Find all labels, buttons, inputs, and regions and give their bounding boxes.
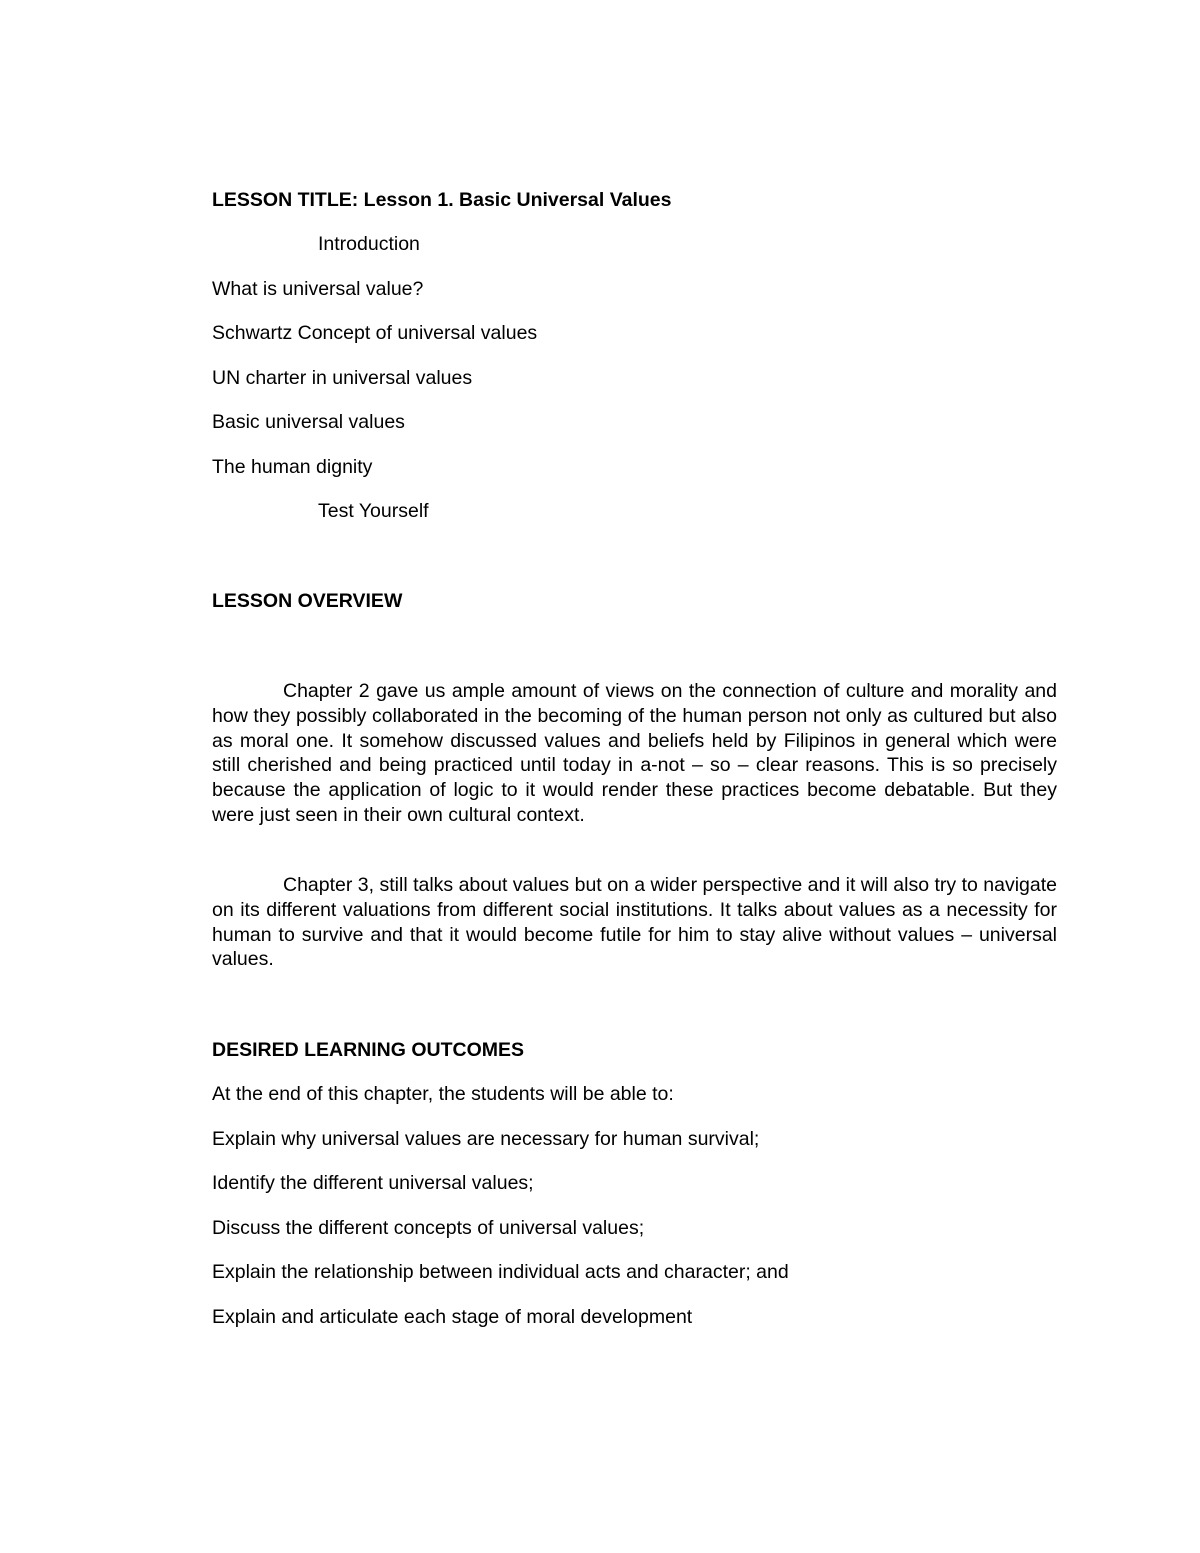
lesson-title-label: LESSON TITLE: <box>212 189 364 211</box>
outcome-item: Explain the relationship between individual acts and character; and <box>212 1261 789 1283</box>
outcome-item: Identify the different universal values; <box>212 1172 534 1194</box>
outcomes-intro: At the end of this chapter, the students will be able to: <box>212 1083 674 1105</box>
lesson-overview-heading: LESSON OVERVIEW <box>212 590 403 612</box>
toc-item: Schwartz Concept of universal values <box>212 322 538 344</box>
lesson-title-value: Lesson 1. Basic Universal Values <box>363 189 672 211</box>
toc-item: The human dignity <box>212 456 373 478</box>
overview-paragraph: Chapter 3, still talks about values but on a wider perspective and it will also try to navigate on its different valuations from different social institutions. It talks about values as a necessity for human to survive and that it would become futile for him to stay alive without values – universal values. <box>212 874 1057 971</box>
learning-outcomes-heading: DESIRED LEARNING OUTCOMES <box>212 1039 525 1061</box>
toc-item: UN charter in universal values <box>212 367 473 389</box>
outcome-item: Explain and articulate each stage of moral development <box>212 1306 693 1328</box>
outcome-item: Discuss the different concepts of universal values; <box>212 1217 645 1239</box>
toc-item: What is universal value? <box>212 278 424 300</box>
outcome-item: Explain why universal values are necessary for human survival; <box>212 1128 760 1150</box>
overview-paragraph: Chapter 2 gave us ample amount of views on the connection of culture and morality and how they possibly collaborated in the becoming of the human person not only as cultured but also as moral one. It somehow discussed values and beliefs held by Filipinos in general which were still cherished and being practiced until today in a-not – so – clear reasons. This is so precisely because the application of logic to it would render these practices become debatable. But they were just seen in their own cultural context. <box>212 680 1057 826</box>
toc-item: Basic universal values <box>212 411 405 433</box>
toc-test-yourself: Test Yourself <box>318 500 429 522</box>
toc-introduction: Introduction <box>318 233 420 255</box>
lesson-title <box>212 188 672 212</box>
